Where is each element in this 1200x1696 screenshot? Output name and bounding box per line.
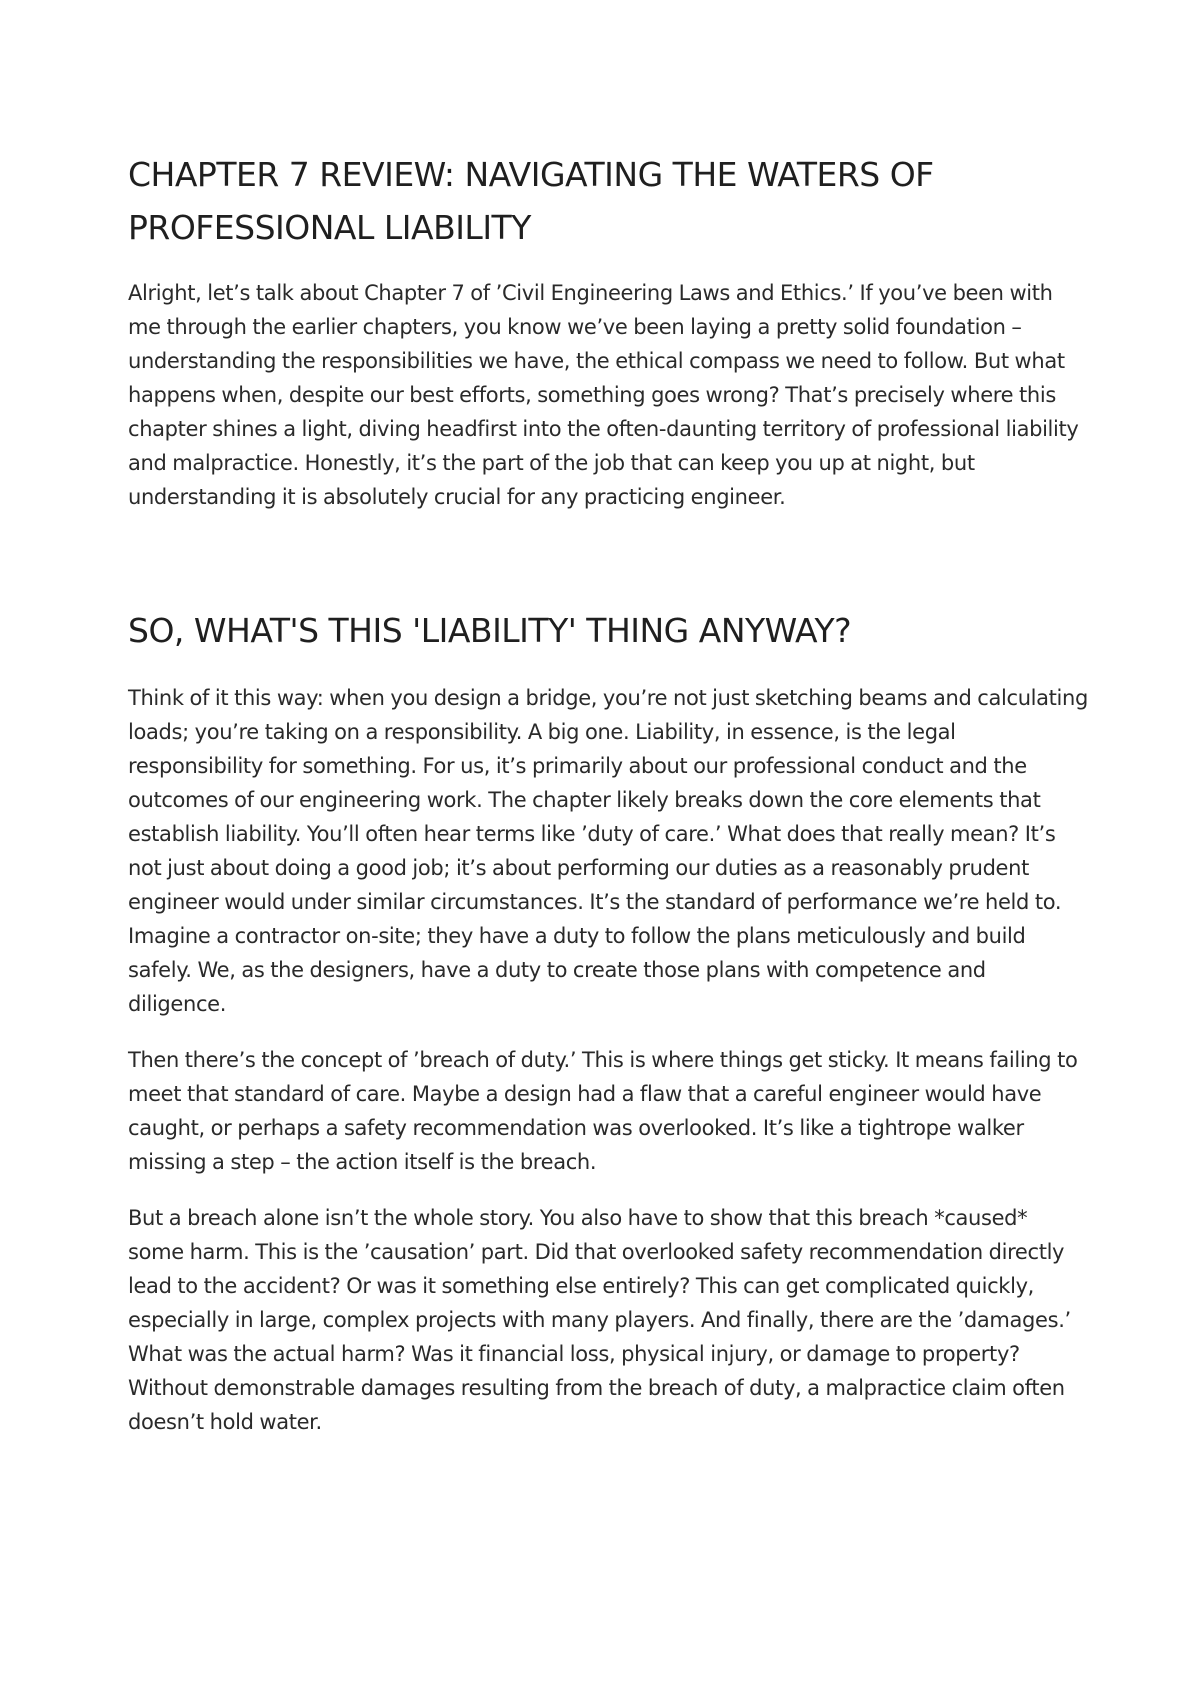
breach-of-duty-paragraph: Then there’s the concept of ’breach of duty.’ This is where things get sticky. It means failing to meet that standard of care. Maybe a design had a flaw that a careful engineer would have caught, or perhaps a safety recommendation was overlooked. It’s like a tightrope walker missing a step – the action itself is the breach. (128, 1048, 1078, 1174)
section-heading-liability: SO, WHAT'S THIS 'LIABILITY' THING ANYWAY? (128, 611, 852, 650)
intro-paragraph: Alright, let’s talk about Chapter 7 of ’Civil Engineering Laws and Ethics.’ If you’ve been with me through the earlier chapters, you know we’ve been laying a pretty solid foundation – understanding the responsibilities we have, the ethical compass we need to follow. But what happens when, despite our best efforts, something goes wrong? That’s precisely where this chapter shines a light, diving headfirst into the often-daunting territory of professional liability and malpractice. Honestly, it’s the part of the job that can keep you up at night, but understanding it is absolutely crucial for any practicing engineer. (128, 281, 1079, 509)
document-body (128, 148, 1088, 1439)
causation-damages-paragraph: But a breach alone isn’t the whole story. You also have to show that this breach *caused* some harm. This is the ’causation’ part. Did that overlooked safety recommendation directly lead to the accident? Or was it something else entirely? This can get complicated quickly, especially in large, complex projects with many players. And finally, there are the ’damages.’ What was the actual harm? Was it financial loss, physical injury, or damage to property? Without demonstrable damages resulting from the breach of duty, a malpractice claim often doesn’t hold water. (128, 1206, 1071, 1434)
duty-of-care-paragraph: Think of it this way: when you design a bridge, you’re not just sketching beams and calculating loads; you’re taking on a responsibility. A big one. Liability, in essence, is the legal responsibility for something. For us, it’s primarily about our professional conduct and the outcomes of our engineering work. The chapter likely breaks down the core elements that establish liability. You’ll often hear terms like ’duty of care.’ What does that really mean? It’s not just about doing a good job; it’s about performing our duties as a reasonably prudent engineer would under similar circumstances. It’s the standard of performance we’re held to. Imagine a contractor on-site; they have a duty to follow the plans meticulously and build safely. We, as the designers, have a duty to create those plans with competence and diligence. (128, 686, 1088, 1016)
chapter-title: CHAPTER 7 REVIEW: NAVIGATING THE WATERS OF PROFESSIONAL LIABILITY (128, 155, 934, 247)
